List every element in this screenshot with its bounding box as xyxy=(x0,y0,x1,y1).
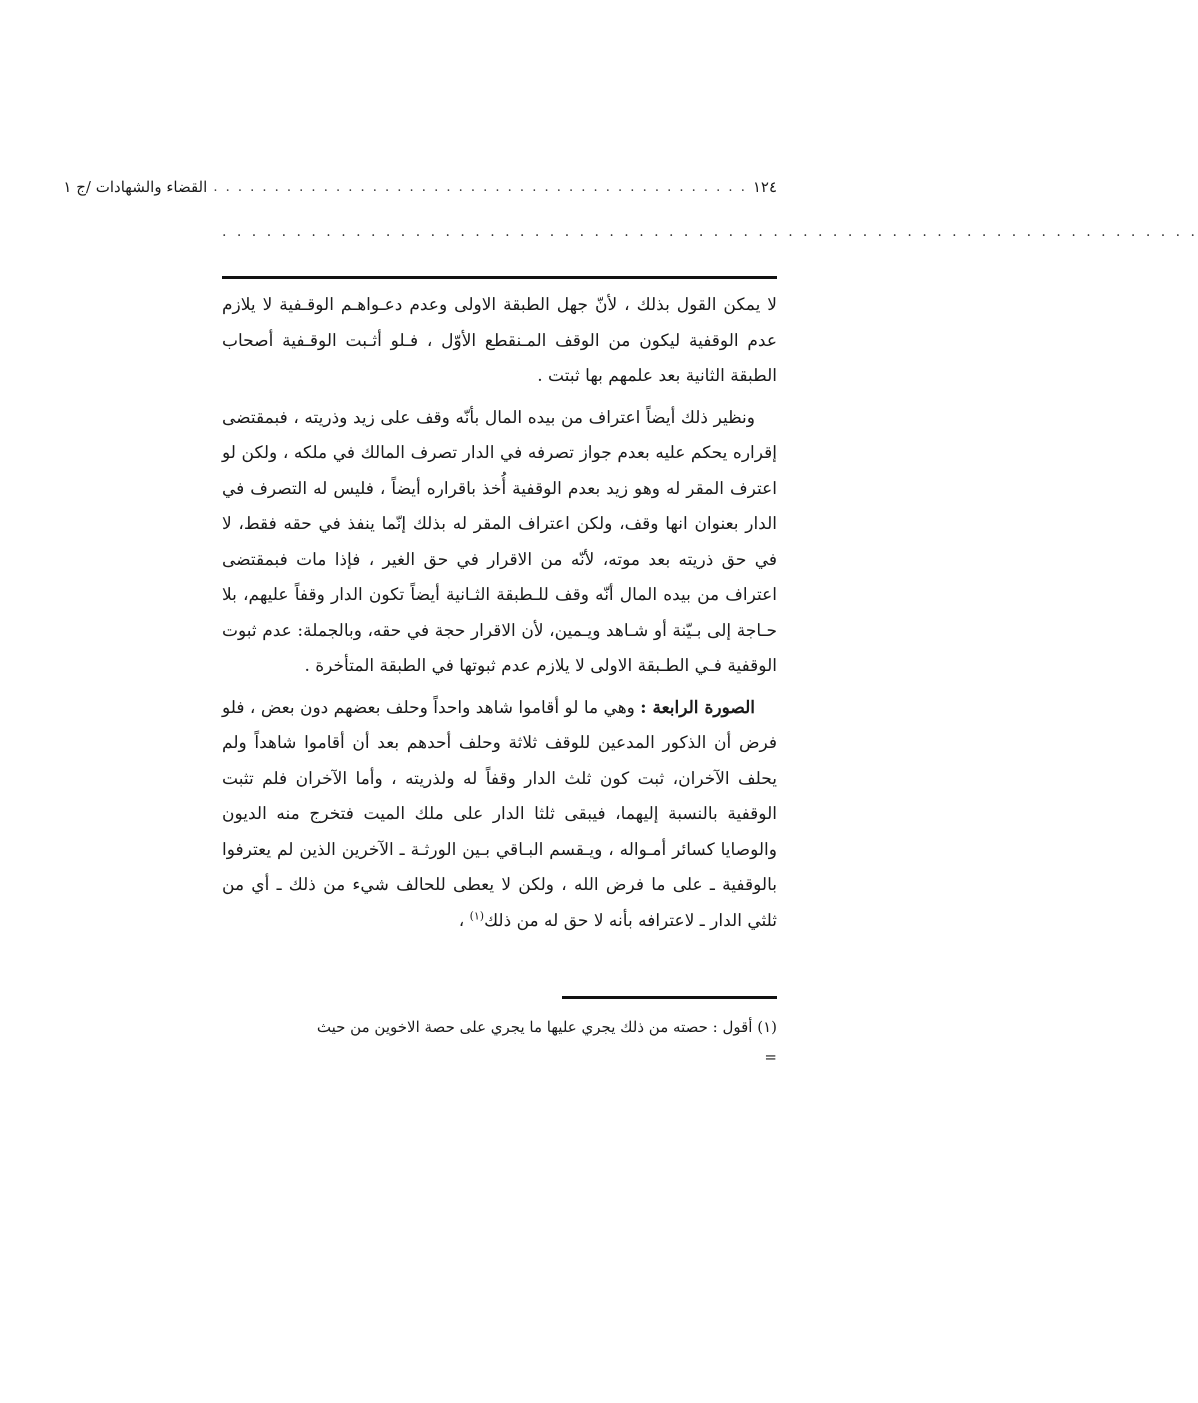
footnote-reference[interactable]: (١) xyxy=(469,908,485,922)
page-number: ١٢٤ xyxy=(752,178,777,196)
paragraph-3 xyxy=(222,691,777,940)
running-header xyxy=(63,174,777,200)
footnote-text: (١) أقول : حصته من ذلك يجري عليها ما يجري على حصة الاخوين من حيث xyxy=(316,1018,777,1036)
footnote xyxy=(222,1012,777,1072)
footnote-rule xyxy=(562,996,777,999)
paragraph-3-text: وهي ما لو أقاموا شاهد واحداً وحلف بعضهم دون بعض ، فلو فرض أن الذكور المدعين للوقف ثلاثة وحلف أحدهم بعد أن أقاموا شاهداً ولم يحلف الآخران، ثبت كون ثلث الدار وقفاً له ولذريته ، وأما الآخران فلم تثبت الوقفية بالنسبة إليهما، فيبقى ثلثا الدار على ملك الميت فتخرج منه الديون والوصايا كسائر أمـواله ، ويـقسم البـاقي بـين الورثـة ـ الآخرين الذين لم يعترفوا بالوقفية ـ على ما فرض الله ، ولكن لا يعطى للحالف شيء من ذلك ـ أي من ثلثي الدار ـ لاعترافه بأنه لا حق له من ذلك xyxy=(221,697,777,931)
header-rule xyxy=(222,276,777,279)
dotted-separator: . . . . . . . . . . . . . . . . . . . . . . . . . . . . . . . . . . . . . . . . . . . . . . . . . . . . . . . . . . . . . . . . . . xyxy=(222,224,1198,240)
main-text xyxy=(222,288,777,939)
paragraph-3-end: ، xyxy=(458,910,470,931)
header-leader-dots: . . . . . . . . . . . . . . . . . . . . . . . . . . . . . . . . . . . . . . . . . . . . xyxy=(213,179,747,195)
paragraph-2: ونظير ذلك أيضاً اعتراف من بيده المال بأنّه وقف على زيد وذريته ، فبمقتضى إقراره يحكم عليه بعدم جواز تصرفه في الدار تصرف المالك في ملكه ، ولكن لو اعترف المقر له وهو زيد بعدم الوقفية أُخذ باقراره أيضاً ، فليس له التصرف في الدار بعنوان انها وقف، ولكن اعتراف المقر له بذلك إنّما ينفذ في حقه فقط، لا في حق ذريته بعد موته، لأنّه من الاقرار في حق الغير ، فإذا مات فبمقتضى اعتراف من بيده المال أنّه وقف للـطبقة الثـانية أيضاً تكون الدار وقفاً عليهم، بلا حـاجة إلى بـيّنة أو شـاهد ويـمين، لأن الاقرار حجة في حقه، وبالجملة: عدم ثبوت الوقفية فـي الطـبقة الاولى لا يلازم عدم ثبوتها في الطبقة المتأخرة . xyxy=(222,407,777,676)
paragraph-1: لا يمكن القول بذلك ، لأنّ جهل الطبقة الاولى وعدم دعـواهـم الوقـفية لا يلازم عدم الوقفية ليكون من الوقف المـنقطع الأوّل ، فـلو أثـبت الوقـفية أصحاب الطبقة الثانية بعد علمهم بها ثبتت . xyxy=(222,295,777,386)
book-title: القضاء والشهادات /ج ١ xyxy=(63,178,208,196)
footnote-continuation-mark: = xyxy=(764,1048,777,1066)
section-heading: الصورة الرابعة : xyxy=(640,697,755,718)
